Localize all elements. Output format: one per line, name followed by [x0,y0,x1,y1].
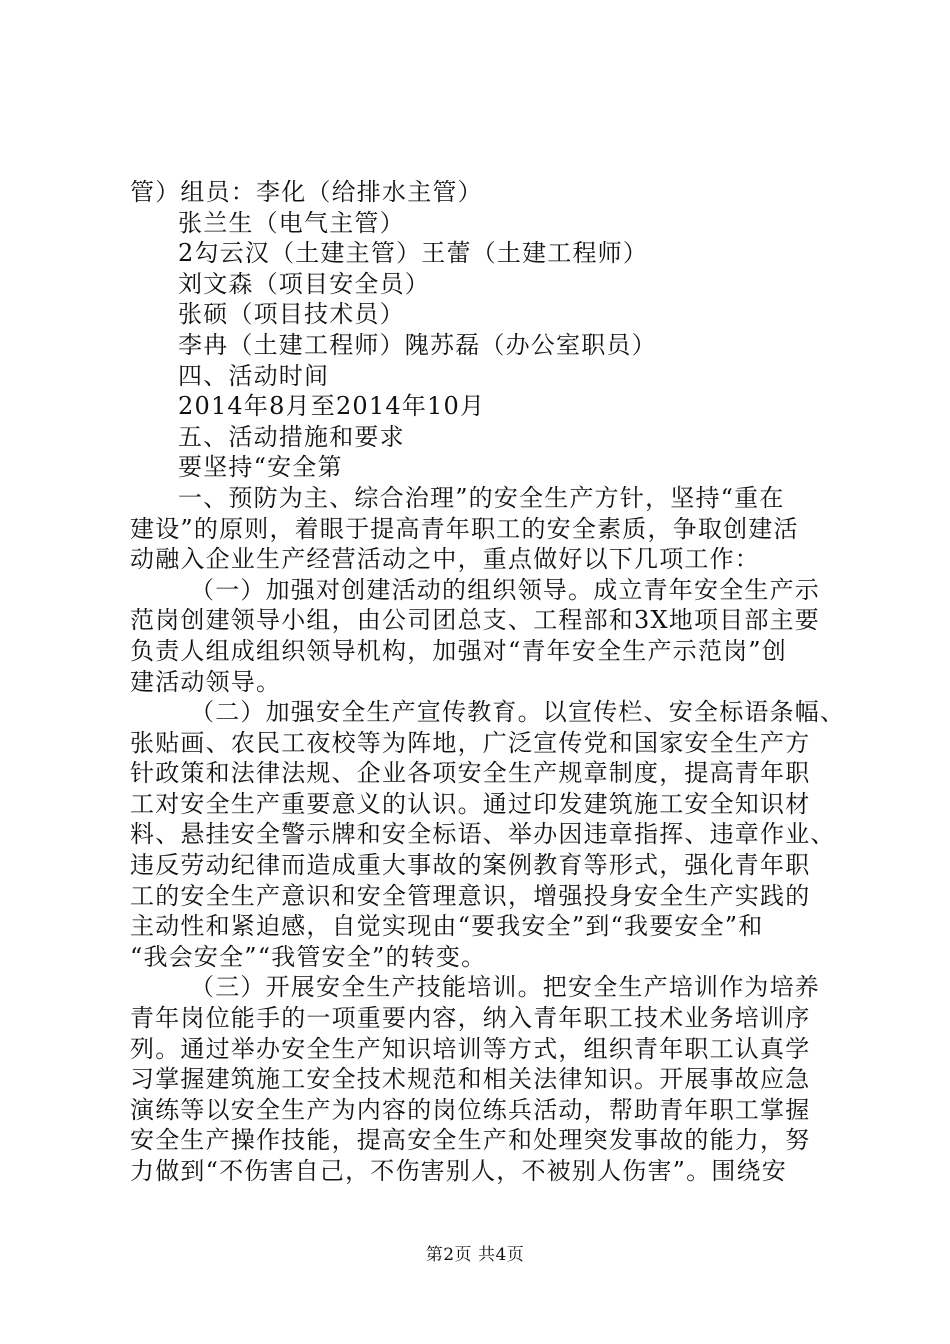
text-line: 力做到“不伤害自己，不伤害别人，不被别人伤害”。围绕安 [130,1157,787,1185]
text-line: 违反劳动纪律而造成重大事故的案例教育等形式，强化青年职 [130,851,811,880]
text-line: 工的安全生产意识和安全管理意识，增强投身安全生产实践的 [130,881,811,910]
paragraph-start: （三）开展安全生产技能培训。把安全生产培训作为培养 [190,973,820,1002]
document-body [130,177,846,1187]
text-line: 负责人组成组织领导机构，加强对“青年安全生产示范岗”创 [130,636,787,665]
text-line: 主动性和紧迫感，自觉实现由“要我安全”到“我要安全”和 [130,912,764,941]
text-line: 张硕（项目技术员） [178,300,405,329]
text-line: 刘文森（项目安全员） [178,269,430,298]
text-line: “我会安全”“我管安全”的转变。 [130,942,487,971]
text-line: 列。通过举办安全生产知识培训等方式，组织青年职工认真学 [130,1034,811,1063]
text-line: 张贴画、农民工夜校等为阵地，广泛宣传党和国家安全生产方 [130,728,811,757]
text-line: 2014年8月至2014年10月 [178,392,486,421]
text-line: 青年岗位能手的一项重要内容，纳入青年职工技术业务培训序 [130,1004,811,1033]
text-line: 演练等以安全生产为内容的岗位练兵活动，帮助青年职工掌握 [130,1095,811,1124]
text-line: 针政策和法律法规、企业各项安全生产规章制度，提高青年职 [130,759,811,788]
text-line: 习掌握建筑施工安全技术规范和相关法律知识。开展事故应急 [130,1065,811,1094]
paragraph-start: （一）加强对创建活动的组织领导。成立青年安全生产示 [190,575,820,604]
text-line: 2勾云汉（土建主管）王蕾（土建工程师） [178,239,649,268]
text-line: 料、悬挂安全警示牌和安全标语、举办因违章指挥、违章作业、 [130,820,836,849]
text-line: 范岗创建领导小组，由公司团总支、工程部和3X地项目部主要 [130,606,820,635]
paragraph-start: （二）加强安全生产宣传教育。以宣传栏、安全标语条幅、 [190,698,846,727]
text-line: 要坚持“安全第 [178,453,343,482]
text-line: 管）组员：李化（给排水主管） [130,178,483,206]
section-heading: 四、活动时间 [178,361,330,390]
text-line: 一、预防为主、综合治理”的安全生产方针，坚持“重在 [178,483,785,512]
text-line: 李冉（土建工程师）隗苏磊（办公室职员） [178,330,657,359]
text-line: 工对安全生产重要意义的认识。通过印发建筑施工安全知识材 [130,789,811,818]
page-number-footer: 第2页 共4页 [425,1245,525,1265]
text-line: 动融入企业生产经营活动之中，重点做好以下几项工作： [130,545,760,574]
text-line: 安全生产操作技能，提高安全生产和处理突发事故的能力，努 [130,1126,811,1155]
text-line: 建设”的原则，着眼于提高青年职工的安全素质，争取创建活 [130,514,799,543]
section-heading: 五、活动措施和要求 [178,422,405,451]
text-line: 建活动领导。 [130,667,282,696]
text-line: 张兰生（电气主管） [178,208,405,237]
